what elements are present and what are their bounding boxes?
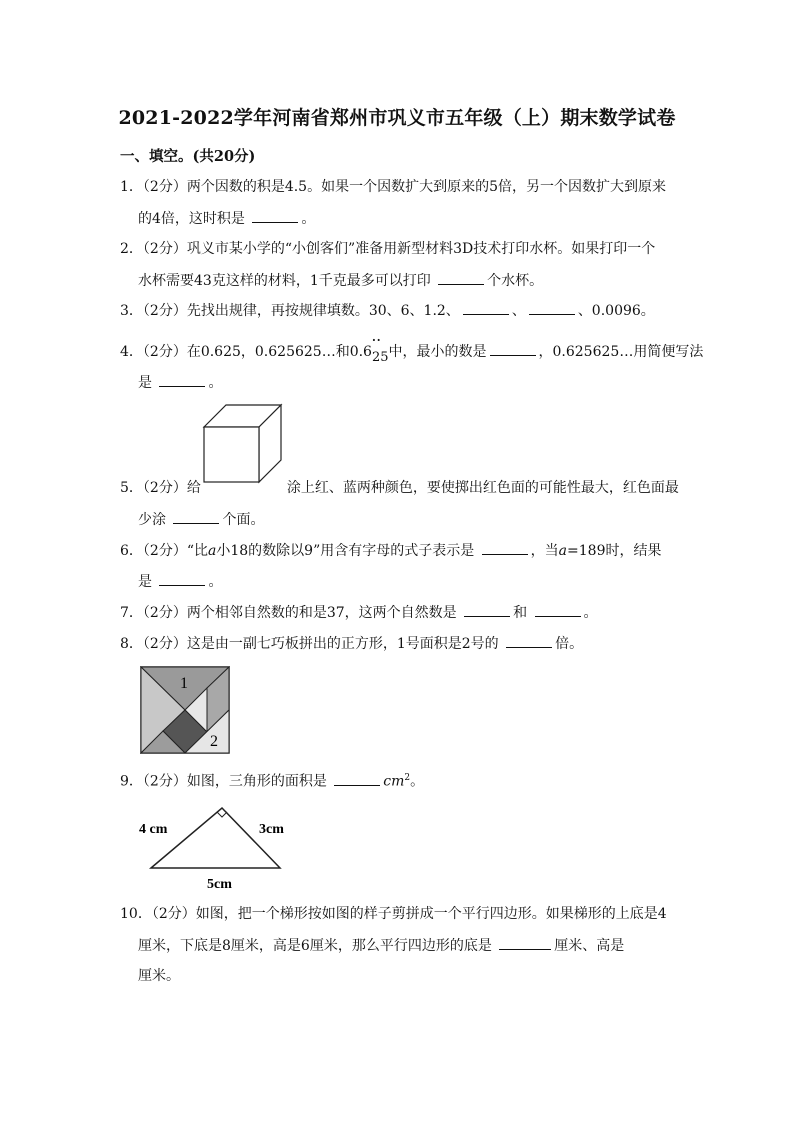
side-label-right: 3cm (259, 822, 284, 837)
question-2-text: 水杯需要43克这样的材料，1千克最多可以打印 (138, 273, 436, 289)
question-6-text-3: ，当 (530, 543, 559, 559)
variable-a: a (558, 543, 568, 559)
section-heading: 一、填空。(共20分) (120, 148, 256, 165)
base-label: 5cm (207, 877, 232, 892)
side-label-left: 4 cm (139, 822, 168, 837)
repeating-digits: 25 (371, 350, 389, 365)
answer-blank[interactable] (482, 540, 528, 555)
question-9-text: 9．（2分）如图，三角形的面积是 (120, 773, 332, 790)
variable-a: a (207, 543, 217, 559)
question-4-line-2 (138, 372, 222, 393)
question-5-end: 个面。 (222, 512, 265, 528)
question-2-line-2 (138, 270, 543, 291)
question-5-line-1 (120, 478, 679, 498)
repeat-dots-icon: ·· (371, 334, 382, 347)
question-6-end: 。 (208, 574, 223, 590)
question-4-end: 。 (208, 375, 223, 391)
tangram-label-1: 1 (180, 675, 188, 692)
answer-blank[interactable] (529, 300, 575, 315)
question-9-line (120, 768, 424, 792)
question-7-line (120, 602, 598, 623)
question-5-text-2: 涂上红、蓝两种颜色，要使掷出红色面的可能性最大，红色面最 (286, 480, 679, 496)
answer-blank[interactable] (506, 633, 552, 648)
answer-blank[interactable] (535, 602, 581, 617)
question-6-text-5: 是 (138, 574, 157, 590)
question-6-text-2: 小18的数除以9”用含有字母的式子表示是 (216, 543, 479, 559)
repeating-decimal (371, 334, 389, 365)
question-6-text: 6．（2分）“比 (120, 543, 208, 559)
answer-blank[interactable] (334, 771, 380, 786)
question-5-line-2 (138, 509, 264, 530)
answer-blank[interactable] (499, 935, 551, 950)
question-3-text: 3．（2分）先找出规律，再按规律填数。30、6、1.2、 (120, 303, 460, 319)
question-3-line (120, 300, 655, 321)
question-5-text-3: 少涂 (138, 512, 171, 528)
question-9-end: 。 (410, 773, 425, 790)
tangram-figure (140, 666, 230, 754)
question-4-line-1 (120, 334, 704, 365)
question-10-line-1: 10．（2分）如图，把一个梯形按如图的样子剪拼成一个平行四边形。如果梯形的上底是4 (120, 906, 667, 922)
tangram-label-2: 2 (210, 733, 218, 750)
question-8-text: 8．（2分）这是由一副七巧板拼出的正方形，1号面积是2号的 (120, 636, 504, 652)
question-8-end: 倍。 (555, 636, 584, 652)
question-2-line-1: 2．（2分）巩义市某小学的“小创客们”准备用新型材料3D技术打印水杯。如果打印一个 (120, 241, 656, 257)
cube-figure (201, 402, 287, 488)
question-1-end: 。 (301, 211, 316, 227)
question-10-line-2 (138, 935, 624, 956)
question-3-sep: 、 (511, 303, 526, 319)
question-1-text: 的4倍，这时积是 (138, 211, 250, 227)
question-4-text-3: ，0.625625…用简便写法 (538, 344, 704, 360)
question-1-line-2 (138, 208, 315, 229)
question-10-text-2: 厘米、高是 (554, 938, 625, 954)
question-10-text: 厘米，下底是8厘米，高是6厘米，那么平行四边形的底是 (138, 938, 497, 954)
page-title: 2021-2022学年河南省郑州市巩义市五年级（上）期末数学试卷 (118, 107, 676, 129)
answer-blank[interactable] (464, 602, 510, 617)
question-10-line-3: 厘米。 (138, 968, 180, 984)
question-6-line-1 (120, 540, 661, 561)
question-5-text: 5．（2分）给 (120, 480, 201, 496)
question-4-text: 4．（2分）在0.625，0.625625…和0.6 (120, 344, 372, 360)
answer-blank[interactable] (463, 300, 509, 315)
answer-blank[interactable] (159, 571, 205, 586)
answer-blank[interactable] (490, 341, 536, 356)
question-8-line (120, 633, 583, 654)
question-1-line-1: 1．（2分）两个因数的积是4.5。如果一个因数扩大到原来的5倍，另一个因数扩大到原来 (120, 179, 666, 195)
question-4-text-2: 中，最小的数是 (388, 344, 487, 360)
question-7-text-2: 和 (513, 605, 532, 621)
answer-blank[interactable] (252, 208, 298, 223)
question-4-text-4: 是 (138, 375, 157, 391)
triangle-figure (135, 800, 300, 892)
answer-blank[interactable] (438, 270, 484, 285)
unit-cm: cm (383, 773, 405, 790)
unit-exponent: 2 (404, 773, 411, 783)
question-7-text: 7．（2分）两个相邻自然数的和是37，这两个自然数是 (120, 605, 462, 621)
answer-blank[interactable] (159, 372, 205, 387)
question-7-end: 。 (583, 605, 598, 621)
question-2-end: 个水杯。 (487, 273, 544, 289)
answer-blank[interactable] (173, 509, 219, 524)
question-6-text-4: =189时，结果 (567, 543, 662, 559)
question-6-line-2 (138, 571, 222, 592)
question-3-end: 、0.0096。 (577, 303, 655, 319)
